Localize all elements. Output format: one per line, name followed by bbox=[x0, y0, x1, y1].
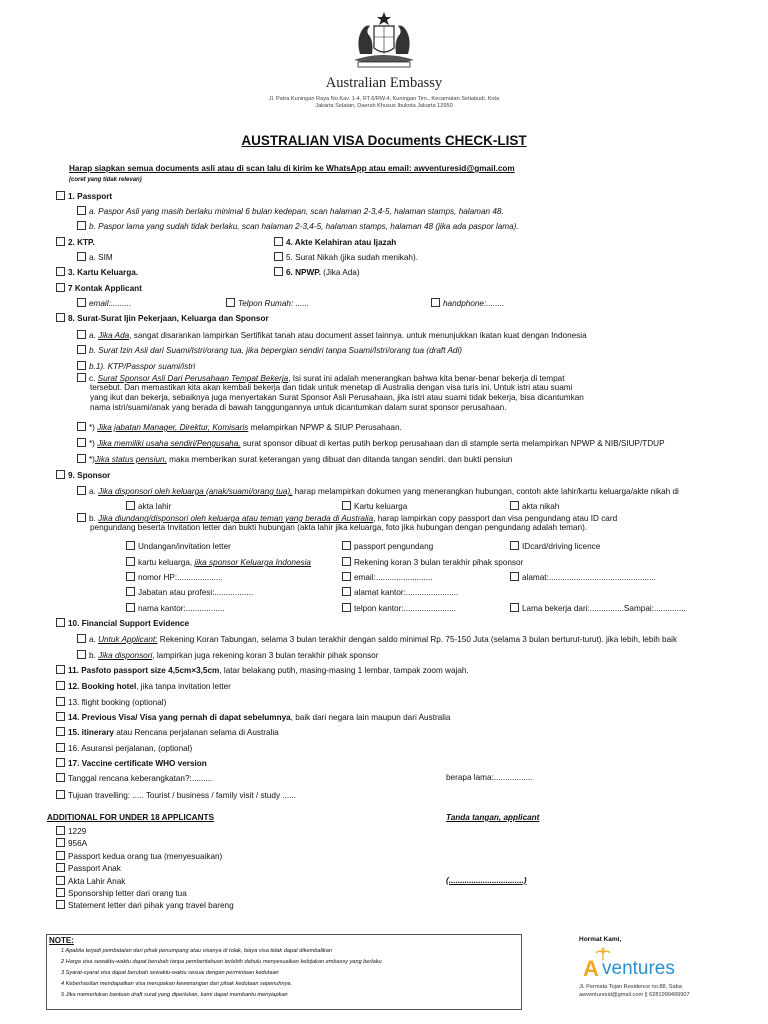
checkbox[interactable] bbox=[56, 618, 65, 627]
checkbox[interactable] bbox=[126, 587, 135, 596]
checkbox[interactable] bbox=[56, 727, 65, 736]
field-jabatan[interactable]: Jabatan atau profesi:................. bbox=[126, 587, 253, 598]
checkbox[interactable] bbox=[126, 541, 135, 550]
field-tujuan[interactable]: Tujuan travelling: ..... Tourist / business / family visit / study ...... bbox=[56, 790, 296, 801]
checkbox[interactable] bbox=[77, 298, 86, 307]
checkbox[interactable] bbox=[77, 454, 86, 463]
checkbox[interactable] bbox=[56, 191, 65, 200]
checkbox[interactable] bbox=[56, 838, 65, 847]
field-email-sponsor[interactable]: email:......................... bbox=[342, 572, 433, 583]
item-passport[interactable]: 1. Passport bbox=[56, 191, 112, 202]
field-nomor-hp[interactable]: nomor HP:.................... bbox=[126, 572, 223, 583]
item-kk[interactable]: 3. Kartu Keluarga. bbox=[56, 267, 138, 278]
checkbox[interactable] bbox=[77, 486, 86, 495]
opt-rekening-sponsor[interactable]: Rekening koran 3 bulan terakhir pihak sponsor bbox=[342, 557, 523, 568]
checkbox[interactable] bbox=[56, 313, 65, 322]
checkbox[interactable] bbox=[56, 863, 65, 872]
signature-line: (.................................) bbox=[446, 876, 527, 885]
checkbox[interactable] bbox=[342, 501, 351, 510]
checkbox[interactable] bbox=[77, 422, 86, 431]
checkbox[interactable] bbox=[56, 773, 65, 782]
additional-item[interactable]: Sponsorship letter dari orang tua bbox=[56, 888, 187, 899]
additional-item[interactable]: Passport kedua orang tua (menyesuaikan) bbox=[56, 851, 222, 862]
item-sponsor-a[interactable]: a. Jika disponsori oleh keluarga (anak/suami/orang tua), harap melampirkan dokumen yang menerangkan hubungan, contoh akte lahir/kartu keluarga/akte nikah di bbox=[77, 486, 723, 497]
checkbox[interactable] bbox=[77, 373, 86, 382]
item-vaccine[interactable]: 17. Vaccine certificate WHO version bbox=[56, 758, 207, 769]
opt-kartu-keluarga[interactable]: Kartu keluarga bbox=[342, 501, 407, 512]
opt-idcard[interactable]: IDcard/driving licence bbox=[510, 541, 600, 552]
checkbox[interactable] bbox=[56, 697, 65, 706]
checkbox[interactable] bbox=[274, 252, 283, 261]
checkbox[interactable] bbox=[77, 206, 86, 215]
checkbox[interactable] bbox=[342, 557, 351, 566]
checkbox[interactable] bbox=[431, 298, 440, 307]
additional-item[interactable]: Passport Anak bbox=[56, 863, 121, 874]
checkbox[interactable] bbox=[342, 587, 351, 596]
item-surat-c-line4: nama istri/suami/anak yang berada di bawah tanggungannya untuk dicantumkan dalam surat sponsor perusahaan. bbox=[90, 403, 507, 412]
checkbox[interactable] bbox=[126, 603, 135, 612]
item-sim[interactable]: a. SIM bbox=[77, 252, 113, 263]
checkbox[interactable] bbox=[56, 681, 65, 690]
item-sponsor-b-line2: pengundang beserta Invitation letter dan bukti hubungan (akta lahir jika keluarga, foto jika hubungan dengan pengundang adalah teman). bbox=[90, 523, 588, 532]
checkbox[interactable] bbox=[56, 267, 65, 276]
checkbox[interactable] bbox=[56, 851, 65, 860]
checkbox[interactable] bbox=[56, 743, 65, 752]
item-asuransi[interactable]: 16. Asuransi perjalanan, (optional) bbox=[56, 743, 192, 754]
item-surat-pengusaha[interactable]: *) Jika memiliki usaha sendiri/Pengusaha, surat sponsor dibuat di kertas putih berkop perusahaan dan di stample serta melampirkan NPWP & NIB/SIUP/TDUP bbox=[77, 438, 665, 449]
checkbox[interactable] bbox=[510, 572, 519, 581]
checkbox[interactable] bbox=[77, 252, 86, 261]
field-alamat[interactable]: alamat:............................................... bbox=[510, 572, 656, 583]
checkbox[interactable] bbox=[126, 557, 135, 566]
checkbox[interactable] bbox=[56, 758, 65, 767]
checkbox[interactable] bbox=[56, 237, 65, 246]
coat-of-arms-icon bbox=[346, 10, 422, 70]
additional-item[interactable]: Akta Lahir Anak bbox=[56, 876, 125, 887]
note-line: 1 Apabila terjadi pembatalan dari pihak penumpang atau visanya di tolak, biaya visa tidak dapat dikembalikan bbox=[61, 948, 332, 954]
opt-akta-lahir[interactable]: akta lahir bbox=[126, 501, 171, 512]
embassy-name: Australian Embassy bbox=[325, 75, 443, 91]
intro-note: (coret yang tidak relevan) bbox=[69, 177, 142, 183]
note-box bbox=[46, 934, 522, 1010]
checkbox[interactable] bbox=[274, 237, 283, 246]
item-itinerary[interactable]: 15. itinerary atau Rencana perjalanan selama di Australia bbox=[56, 727, 279, 738]
item-kontak[interactable]: 7 Kontak Applicant bbox=[56, 283, 142, 294]
checkbox[interactable] bbox=[56, 888, 65, 897]
additional-heading: ADDITIONAL FOR UNDER 18 APPLICANTS bbox=[47, 813, 214, 822]
item-financial[interactable]: 10. Financial Support Evidence bbox=[56, 618, 189, 629]
item-surat-b1[interactable]: b.1). KTP/Passpor suami/istri bbox=[77, 361, 195, 372]
opt-passport-pengundang[interactable]: passport pengundang bbox=[342, 541, 433, 552]
checkbox[interactable] bbox=[226, 298, 235, 307]
item-financial-b[interactable]: b. Jika disponsori, lampirkan juga rekening koran 3 bulan terakhir pihak sponsor bbox=[77, 650, 378, 661]
checkbox[interactable] bbox=[77, 438, 86, 447]
checkbox[interactable] bbox=[77, 345, 86, 354]
additional-item[interactable]: 956A bbox=[56, 838, 87, 849]
signature-label: Tanda tangan, applicant bbox=[446, 813, 540, 822]
note-title: NOTE: bbox=[49, 936, 74, 945]
checkbox[interactable] bbox=[126, 501, 135, 510]
checkbox[interactable] bbox=[56, 470, 65, 479]
checkbox[interactable] bbox=[77, 330, 86, 339]
checkbox[interactable] bbox=[56, 283, 65, 292]
item-pasfoto[interactable]: 11. Pasfoto passport size 4,5cm×3,5cm, latar belakang putih, masing-masing 1 lembar, tampak zoom wajah. bbox=[56, 665, 469, 676]
embassy-address: Jl. Patra Kuningan Raya No.Kav. 1-4, RT.6/RW.4, Kuningan Tim., Kecamatan Setiabudi, Kota Jakarta Selatan, Daerah Khusus Ibukota Jakarta 12950 bbox=[268, 96, 500, 109]
item-previous-visa[interactable]: 14. Previous Visa/ Visa yang pernah di dapat sebelumnya, baik dari negara lain maupun dari Australia bbox=[56, 712, 450, 723]
item-surat-c-line2: tersebut. Dan memastikan kita akan kembali bekerja dan tidak untuk menetap di Australia dengan visa turis ini. Untuk istri atau suami bbox=[90, 383, 573, 392]
opt-kartu-keluarga-2[interactable]: kartu keluarga, jika sponsor Keluarga Indonesia bbox=[126, 557, 311, 568]
item-sponsor[interactable]: 9. Sponsor bbox=[56, 470, 110, 481]
item-passport-a[interactable]: a. Paspor Asli yang masih berlaku minimal 6 bulan kedepan, scan halaman 2-3,4-5, halaman stamps, halaman 48. bbox=[77, 206, 504, 217]
item-booking[interactable]: 12. Booking hotel, jika tanpa invitation letter bbox=[56, 681, 231, 692]
field-telpon-kantor[interactable]: telpon kantor:....................... bbox=[342, 603, 456, 614]
additional-item[interactable]: Statement letter dari pihak yang travel bareng bbox=[56, 900, 234, 911]
document-title: AUSTRALIAN VISA Documents CHECK-LIST bbox=[241, 133, 527, 148]
checkbox[interactable] bbox=[56, 826, 65, 835]
checkbox[interactable] bbox=[77, 634, 86, 643]
item-sponsor-b[interactable]: b. Jika diundang/disponsori oleh keluarga atau teman yang berada di Australia, harap lampirkan copy passport dan visa pengundang atau ID card bbox=[77, 513, 617, 524]
item-surat[interactable]: 8. Surat-Surat Ijin Pekerjaan, Keluarga dan Sponsor bbox=[56, 313, 269, 324]
field-handphone[interactable]: handphone:........ bbox=[431, 298, 504, 309]
item-surat-pensiun[interactable]: *)Jika status pensiun, maka memberikan surat keterangan yang dibuat dan ditanda tangan sendiri. dan bukti pensiun bbox=[77, 454, 512, 465]
intro-text: Harap siapkan semua documents asli atau di scan lalu di kirim ke WhatsApp atau email: awventuresid@gmail.com bbox=[69, 164, 515, 173]
field-berapa-lama[interactable]: berapa lama:................. bbox=[446, 773, 533, 782]
field-tanggal[interactable]: Tanggal rencana keberangkatan?:......... bbox=[56, 773, 212, 784]
item-surat-b[interactable]: b. Surat Izin Asli dari Suami/Istri/orang tua, jika bepergian sendiri tanpa Suami/Istri/orang tua (draft Adi) bbox=[77, 345, 462, 356]
item-surat-manager[interactable]: *) Jika jabatan Manager, Direktur, Komisaris melampirkan NPWP & SIUP Perusahaan. bbox=[77, 422, 402, 433]
checkbox[interactable] bbox=[56, 712, 65, 721]
item-npwp[interactable]: 6. NPWP. (Jika Ada) bbox=[274, 267, 360, 278]
opt-akta-nikah[interactable]: akta nikah bbox=[510, 501, 559, 512]
checkbox[interactable] bbox=[342, 541, 351, 550]
footer-contact: awventuresid@gmail.com || 6281999499907 bbox=[579, 992, 690, 998]
checkbox[interactable] bbox=[274, 267, 283, 276]
opt-undangan[interactable]: Undangan/invitation letter bbox=[126, 541, 231, 552]
field-email[interactable]: email:......... bbox=[77, 298, 131, 309]
hormat-kami: Hormat Kami, bbox=[579, 936, 622, 943]
field-lama-bekerja[interactable]: Lama bekerja dari:...............Sampai:.............. bbox=[510, 603, 686, 614]
item-ktp[interactable]: 2. KTP. bbox=[56, 237, 95, 248]
checkbox[interactable] bbox=[342, 603, 351, 612]
checkbox[interactable] bbox=[510, 501, 519, 510]
additional-item[interactable]: 1229 bbox=[56, 826, 86, 837]
note-line: 2 Harga visa sewaktu-waktu dapat berubah tanpa pemberitahuan terlebih dahulu menyesuaikan kebijakan embassy yang berlaku bbox=[61, 959, 382, 965]
note-line: 3 Syarat-syarat visa dapat berubah sewaktu-waktu sesuai dengan permintaan kedutaan bbox=[61, 970, 279, 976]
item-flight[interactable]: 13. flight booking (optional) bbox=[56, 697, 166, 708]
footer-address: Jl. Permata Tojan Residence no.88, Saba bbox=[579, 984, 682, 990]
item-financial-a[interactable]: a. Untuk Applicant: Rekening Koran Tabungan, selama 3 bulan terakhir dengan saldo minimal Rp. 75-150 Juta (selama 3 bulan berturut-turut). jika lebih, lebih baik bbox=[77, 634, 723, 645]
checkbox[interactable] bbox=[77, 513, 86, 522]
checkbox[interactable] bbox=[342, 572, 351, 581]
note-line: 5 Jika memerlukan bantuan draft surat yang diperlukan, kami dapat membantu menyiapkan bbox=[61, 992, 288, 998]
checkbox[interactable] bbox=[77, 221, 86, 230]
field-alamat-kantor[interactable]: alamat kantor:....................... bbox=[342, 587, 458, 598]
checkbox[interactable] bbox=[77, 650, 86, 659]
item-surat-a[interactable]: a. Jika Ada, sangat disarankan lampirkan Sertifikat tanah atau document asset lainnya. untuk menunjukkan ikatan kuat dengan Indonesia bbox=[77, 330, 587, 341]
field-nama-kantor[interactable]: nama kantor:................. bbox=[126, 603, 224, 614]
checkbox[interactable] bbox=[510, 541, 519, 550]
checkbox[interactable] bbox=[77, 361, 86, 370]
item-surat-c[interactable]: c. Surat Sponsor Asli Dari Perusahaan Tempat Bekerja, Isi surat ini adalah menerangkan bahwa kita benar-benar bekerja di tempat bbox=[77, 373, 564, 384]
aw-ventures-logo: A ventures bbox=[580, 948, 700, 982]
checkbox[interactable] bbox=[510, 603, 519, 612]
item-surat-c-line3: yang ikut dan bekerja, sebaiknya juga menyertakan Surat Sponsor Asli Perusahaan, jika istri atau suami tidak bekerja, bisa dicantumkan bbox=[90, 393, 584, 402]
checkbox[interactable] bbox=[126, 572, 135, 581]
checkbox[interactable] bbox=[56, 790, 65, 799]
checkbox[interactable] bbox=[56, 665, 65, 674]
item-passport-b[interactable]: b. Paspor lama yang sudah tidak berlaku, scan halaman 2-3,4-5, halaman stamps, halaman 48 (jika ada paspor lama). bbox=[77, 221, 519, 232]
item-akte[interactable]: 4. Akte Kelahiran atau Ijazah bbox=[274, 237, 396, 248]
checkbox[interactable] bbox=[56, 900, 65, 909]
field-telpon[interactable]: Telpon Rumah: ...... bbox=[226, 298, 309, 309]
item-nikah[interactable]: 5. Surat Nikah (jika sudah menikah). bbox=[274, 252, 418, 263]
checkbox[interactable] bbox=[56, 876, 65, 885]
note-line: 4 Keberhasilan mendapatkan visa merupakan kewenangan dari pihak kedutaan sepenuhnya. bbox=[61, 981, 293, 987]
